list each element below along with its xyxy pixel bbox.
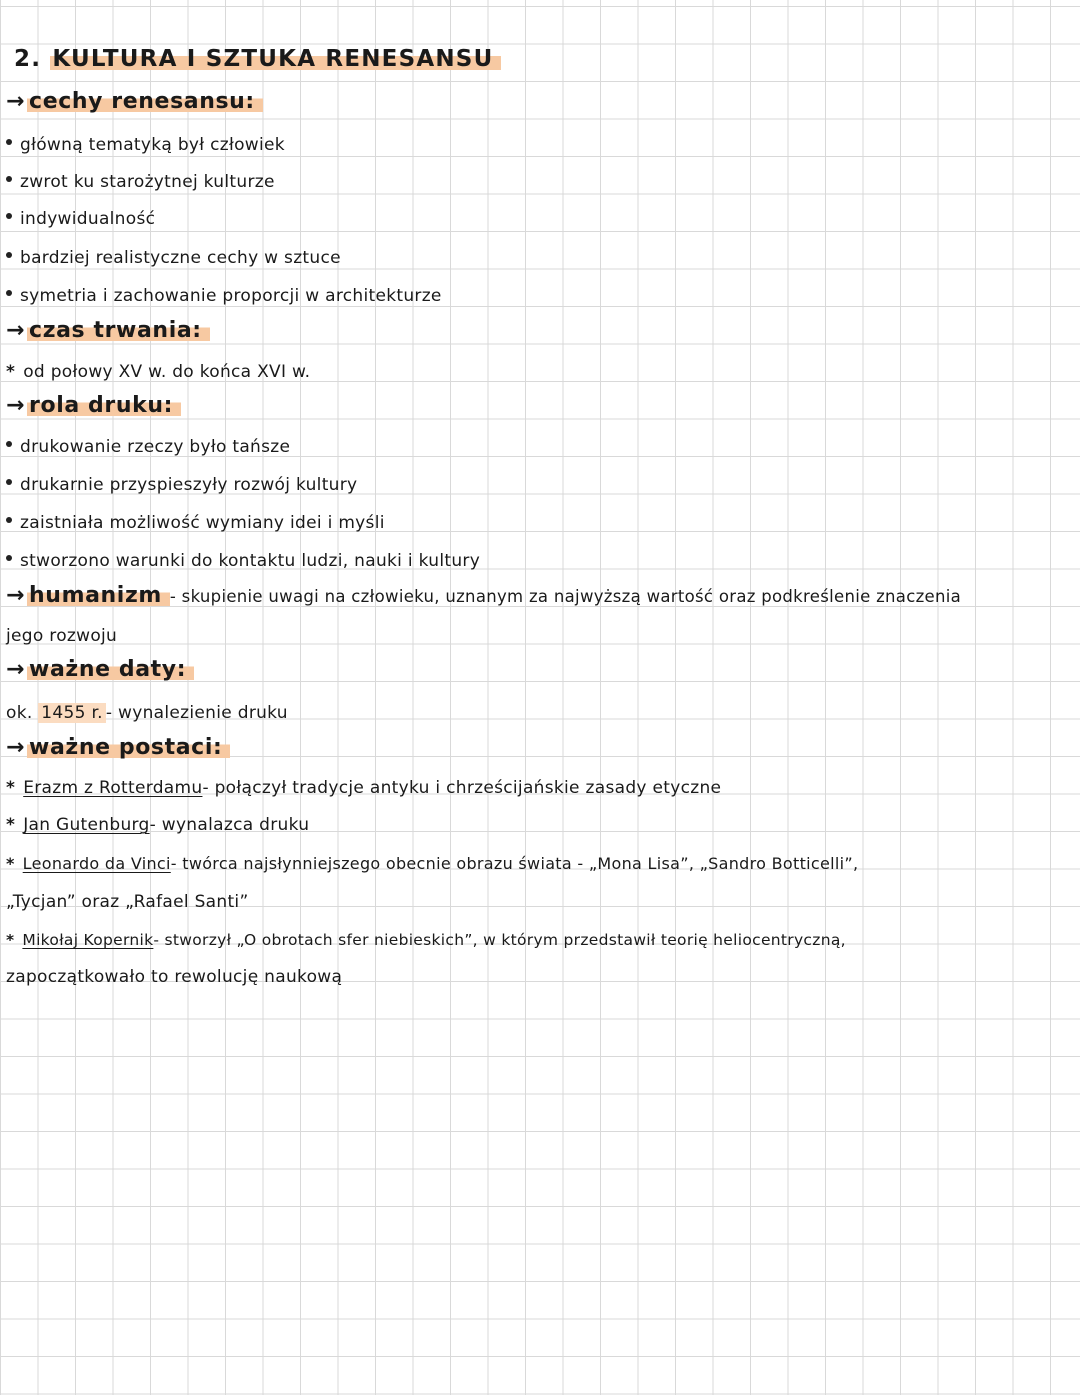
title-number: 2. xyxy=(14,46,42,72)
heading-postaci: → ważne postaci: xyxy=(6,737,230,759)
bullet-icon xyxy=(6,252,12,258)
person-entry: * Jan Gutenburg- wynalazca druku xyxy=(6,815,310,835)
bullet-icon xyxy=(6,290,12,296)
bullet-icon xyxy=(6,441,12,447)
heading-druk: → rola druku: xyxy=(6,395,181,417)
title-text: KULTURA I SZTUKA RENESANSU xyxy=(50,46,501,72)
list-item: indywidualność xyxy=(6,208,155,230)
person-entry: * Erazm z Rotterdamu- połączył tradycje antyku i chrześcijańskie zasady etyczne xyxy=(6,778,722,798)
humanizm-definition: → humanizm - skupienie uwagi na człowieku, uznanym za najwyższą wartość oraz podkreślenie znaczenia xyxy=(6,583,962,608)
heading-czas: → czas trwania: xyxy=(6,320,210,342)
arrow-icon: → xyxy=(6,735,26,760)
arrow-icon: → xyxy=(6,393,26,418)
list-item: zwrot ku starożytnej kulturze xyxy=(6,171,275,193)
arrow-icon: → xyxy=(6,318,26,343)
star-icon: * xyxy=(6,931,15,949)
list-item: drukarnie przyspieszyły rozwój kultury xyxy=(6,474,357,496)
person-name: Jan Gutenburg xyxy=(23,815,150,835)
list-item: symetria i zachowanie proporcji w architekturze xyxy=(6,285,442,307)
person-entry: * Leonardo da Vinci- twórca najsłynniejszego obecnie obrazu świata - „Mona Lisa”, „Sandro Botticelli”, xyxy=(6,854,859,873)
date-value: 1455 r. xyxy=(38,703,106,723)
date-entry: ok. 1455 r. - wynalezienie druku xyxy=(6,703,288,723)
list-item: zaistniała możliwość wymiany idei i myśli xyxy=(6,512,385,534)
person-entry: * Mikołaj Kopernik- stworzył „O obrotach sfer niebieskich”, w którym przedstawił teorię heliocentryczną, xyxy=(6,931,846,949)
arrow-icon: → xyxy=(6,89,26,114)
person-name: Leonardo da Vinci xyxy=(22,854,171,873)
arrow-icon: → xyxy=(6,657,26,682)
star-icon: * xyxy=(6,362,16,382)
list-item: główną tematyką był człowiek xyxy=(6,134,285,156)
person-name: Mikołaj Kopernik xyxy=(22,931,154,949)
person-entry-cont: „Tycjan” oraz „Rafael Santi” xyxy=(6,892,249,912)
star-icon: * xyxy=(6,778,16,798)
bullet-icon xyxy=(6,517,12,523)
bullet-icon xyxy=(6,213,12,219)
heading-daty: → ważne daty: xyxy=(6,659,194,681)
list-item: * od połowy XV w. do końca XVI w. xyxy=(6,362,311,382)
humanizm-definition-cont: jego rozwoju xyxy=(6,626,118,646)
star-icon: * xyxy=(6,854,15,873)
bullet-icon xyxy=(6,479,12,485)
page-title xyxy=(14,46,501,72)
list-item: stworzono warunki do kontaktu ludzi, nauki i kultury xyxy=(6,550,480,572)
bullet-icon xyxy=(6,176,12,182)
person-entry-cont: zapoczątkowało to rewolucję naukową xyxy=(6,967,343,987)
person-name: Erazm z Rotterdamu xyxy=(23,778,203,798)
bullet-icon xyxy=(6,139,12,145)
star-icon: * xyxy=(6,815,16,835)
arrow-icon: → xyxy=(6,583,26,608)
bullet-icon xyxy=(6,555,12,561)
list-item: bardziej realistyczne cechy w sztuce xyxy=(6,247,341,269)
heading-cechy: → cechy renesansu: xyxy=(6,91,263,113)
list-item: drukowanie rzeczy było tańsze xyxy=(6,436,290,458)
